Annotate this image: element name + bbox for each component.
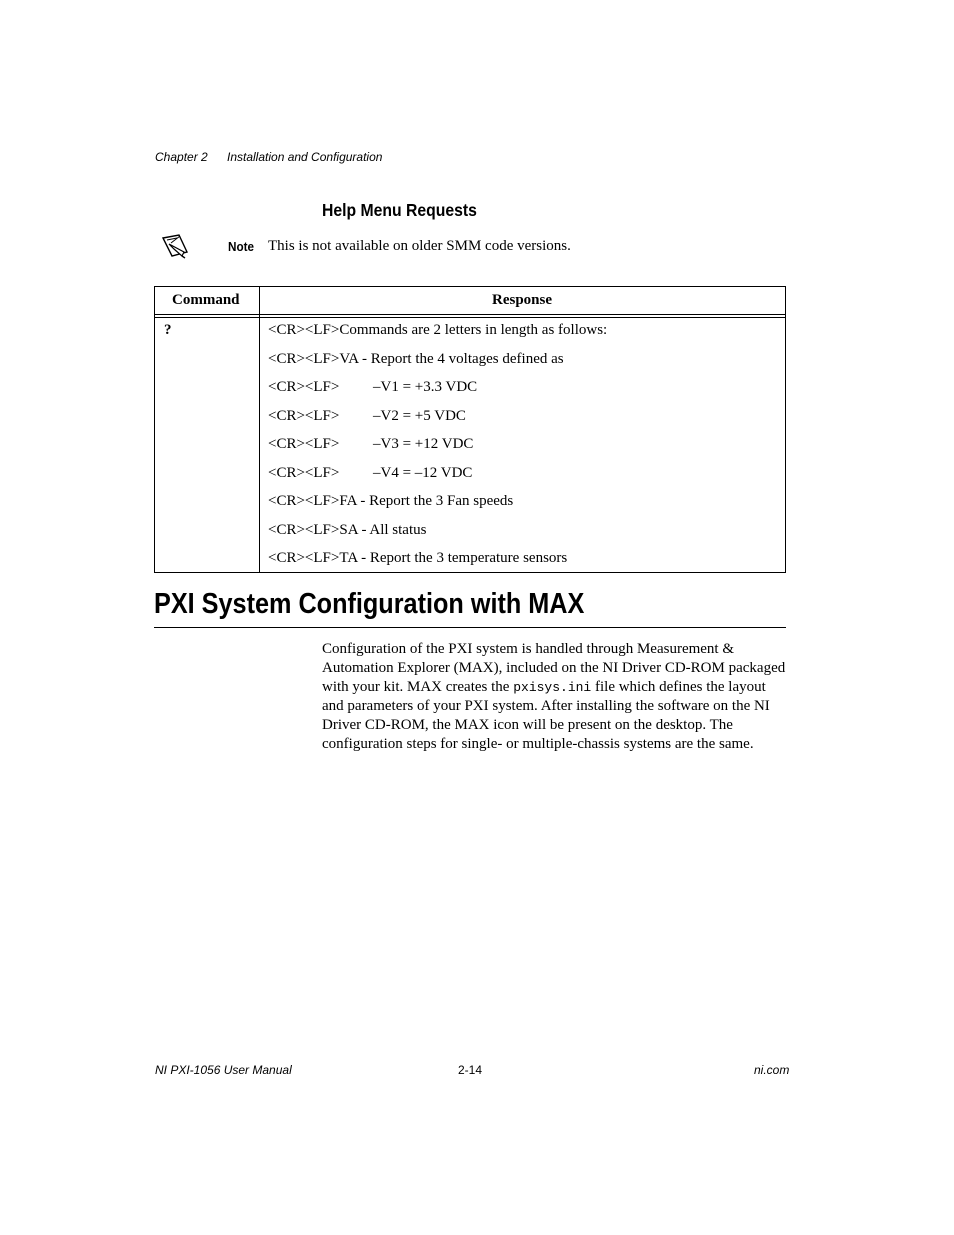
- response-line: <CR><LF> –V2 = +5 VDC: [268, 407, 466, 424]
- response-line: <CR><LF>SA - All status: [268, 521, 427, 538]
- note-text: This is not available on older SMM code versions.: [268, 238, 571, 254]
- response-line: <CR><LF>Commands are 2 letters in length as follows:: [268, 322, 608, 338]
- footer-page-number: 2-14: [458, 1063, 483, 1077]
- command-table: [154, 286, 786, 573]
- footer-manual-title: NI PXI-1056 User Manual: [155, 1063, 292, 1077]
- section-rule: [154, 627, 786, 628]
- header-rule-bottom: [155, 317, 785, 318]
- response-line: <CR><LF> –V1 = +3.3 VDC: [268, 379, 478, 395]
- response-line: <CR><LF> –V3 = +12 VDC: [268, 436, 474, 452]
- note-label: Note: [228, 239, 255, 254]
- command-cell: ?: [164, 322, 172, 338]
- filename-code: pxisys.ini: [513, 680, 592, 695]
- section-title: PXI System Configuration with MAX: [154, 588, 585, 620]
- chapter-label: Chapter 2: [155, 150, 208, 164]
- response-line: <CR><LF>FA - Report the 3 Fan speeds: [268, 493, 514, 509]
- response-line: <CR><LF>TA - Report the 3 temperature sensors: [268, 550, 568, 566]
- subsection-heading: Help Menu Requests: [322, 200, 477, 220]
- column-header-command: Command: [172, 292, 240, 308]
- header-rule-top: [155, 314, 785, 315]
- response-line: <CR><LF> –V4 = –12 VDC: [268, 464, 473, 481]
- body-paragraph: Configuration of the PXI system is handled through Measurement & Automation Explorer (MAX), included on the NI Driver CD-ROM packaged with your kit. MAX creates the pxisys.ini file which defines the layout and parameters of your PXI system. After installing the software on the NI Driver CD-ROM, the MAX icon will be present on the desktop. The configuration steps for single- or multiple-chassis systems are the same.: [322, 641, 786, 752]
- chapter-title: Installation and Configuration: [227, 150, 383, 164]
- footer-website: ni.com: [754, 1063, 790, 1077]
- column-divider: [259, 287, 260, 572]
- running-header: [155, 150, 382, 164]
- response-line: <CR><LF>VA - Report the 4 voltages defined as: [268, 350, 564, 367]
- column-header-response: Response: [492, 292, 553, 308]
- response-cell: [268, 321, 607, 578]
- note-pencil-icon: [160, 232, 190, 260]
